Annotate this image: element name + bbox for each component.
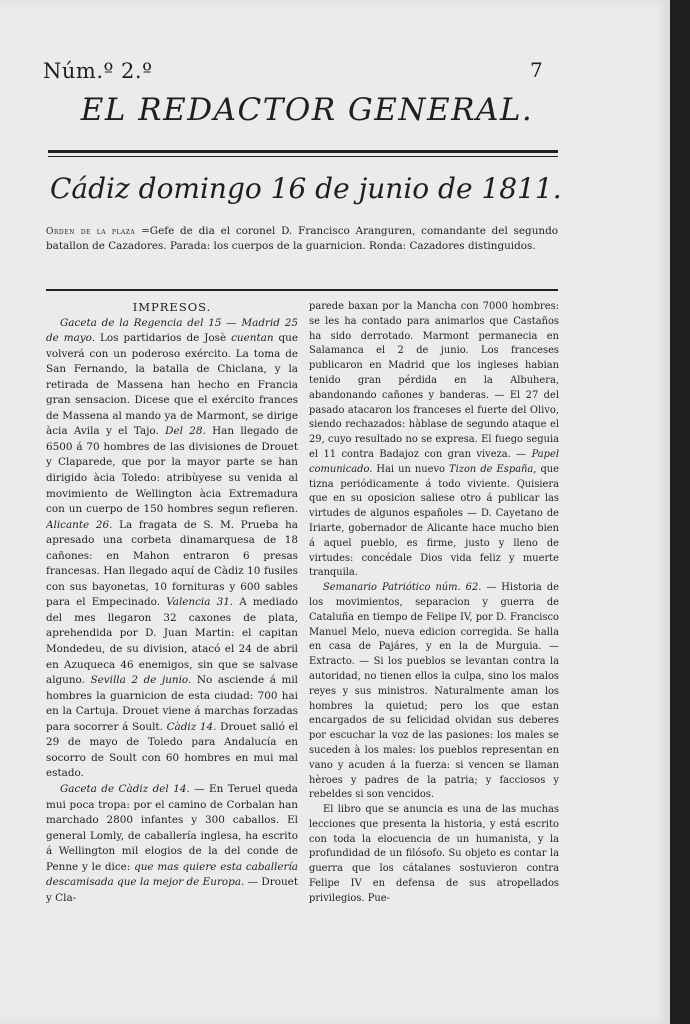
article-text: Drouet salió el 29 de mayo de Toledo para Andalucía en socorro de Soult con 60 hombres en mui mal estado. [46, 720, 298, 780]
article-title: Gaceta de Càdiz del 14. [60, 782, 190, 795]
article-dateline: Sevilla 2 de junio. [90, 674, 192, 687]
page-number: 7 [530, 58, 543, 82]
plaza-orders [46, 224, 558, 253]
page-edge [670, 0, 690, 1024]
masthead-rule [48, 150, 558, 157]
article-text: — Drouet y Cla- [46, 876, 298, 904]
article-title: Gaceta de la Regencia del 15 [60, 316, 222, 329]
orders-label: Orden de la plaza [46, 227, 136, 237]
article-text: Han llegado de 6500 á 70 hombres de las divisiones de Drouet y Claparede, que por la mayor parte se han dirigido àcia Toledo: atribùyese su venida al movimiento de Wellington àcia Extremadura con un cuerpo de 150 hombres segun refieren. [46, 425, 298, 516]
article-text: La fragata de S. M. Prueba ha apresado una corbeta dinamarquesa de 18 cañones: en Mahon entraron 6 presas francesas. Han llegado aquí de Càdiz 10 fusiles con sus bayonetas, 10 fornituras y 600 sables para el Empecinado. [46, 518, 298, 609]
article-title: Papel comunicado. [309, 448, 559, 475]
article-text: Hai un nuevo [372, 463, 450, 475]
article-continuation [309, 300, 559, 581]
article-dateline: Valencia 31. [166, 596, 234, 609]
article-text: — En Teruel queda mui poca tropa: por el camino de Corbalan han marchado 2800 infantes y 300 caballos. El general Lomly, de caballería inglesa, ha escrito á Wellington mil elogios de la del conde de Penne y le dice: [46, 782, 298, 873]
masthead-title: EL REDACTOR GENERAL. [80, 92, 534, 128]
article-text: que volverá con un poderoso exército. La toma de San Fernando, la batalla de Chiclana, y la retirada de Massena han hecho en Francia gran sensacion. Dicese que el exército frances de Massena al mando ya de Marmont, se dirige àcia Avila y el Tajo. [46, 332, 298, 438]
article-text: El libro que se anuncia es una de las muchas lecciones que presenta la historia, y está escrito con toda la elocuencia de un humanista, y la profundidad de un filósofo. Su objeto es contar la guerra que los cátalanes sostuvieron contra Felipe IV en defensa de sus atropellados privilegios. Pue- [309, 804, 559, 904]
article-quote: que mas quiere esta caballería descamisada que la mejor de Europa. [46, 860, 298, 889]
dateline: Cádiz domingo 16 de junio de 1811. [50, 172, 562, 205]
right-column [309, 300, 559, 912]
article-text: , que tizna periódicamente á todo viviente. Quisiera que en su oposicion saliese otro á publicar las virtudes de algunos españoles — D. Cayetano de Iriarte, gobernador de Alicante hace mucho bien á aquel pueblo, es firme, justo y lleno de virtudes: concédale Dios vida feliz y muerte tranquila. [309, 463, 559, 579]
section-rule [46, 289, 558, 291]
article-emphasis: Tizon de España [449, 463, 534, 475]
article-gaceta-regencia [46, 316, 298, 782]
article-dateline: Del 28. [165, 425, 206, 438]
article-semanario [309, 581, 559, 803]
article-text: Los partidarios de Josè [95, 332, 232, 345]
article-dateline: Madrid 25 de mayo. [46, 316, 298, 345]
article-text: A mediado del mes llegaron 32 caxones de plata, aprehendida por D. Juan Martin: el capitan Mondedeu, de su division, atacó el 24 de abril en Azuqueca 46 enemigos, sin que se salvase alguno. [46, 596, 298, 687]
article-commentary [309, 803, 559, 907]
article-text: — [221, 316, 242, 329]
article-emphasis: cuentan [231, 332, 274, 345]
article-text: No asciende á mil hombres la guarnicion de esta ciudad: 700 hai en la Cartuja. Drouet viene á marchas forzadas para socorrer á Soult. [46, 674, 298, 733]
article-gaceta-cadiz [46, 782, 298, 906]
article-dateline: Alicante 26. [46, 518, 113, 531]
section-heading-impresos: IMPRESOS. [132, 300, 212, 314]
orders-text: =Gefe de dia el coronel D. Francisco Aranguren, comandante del segundo batallon de Cazadores. Parada: los cuerpos de la guarnicion. Ronda: Cazadores distinguidos. [46, 225, 558, 252]
article-title: Semanario Patriótico núm. 62. [323, 582, 482, 594]
article-dateline: Càdiz 14. [166, 720, 217, 733]
left-column [46, 300, 298, 912]
issue-number: Núm.º 2.º [43, 59, 153, 83]
article-text: — Historia de los movimientos, separacion y guerra de Cataluña en tiempo de Felipe IV, por D. Francisco Manuel Melo, nueva edicion corregida. Se halla en casa de Pajáres, y en la de Murguia. — Extracto. — Si los pueblos se levantan contra la autoridad, no tienen ellos la culpa, sino los malos reyes y sus ministros. Naturalmente aman los hombres la quietud; pero los que estan encargados de su felicidad olvidan sus deberes por escuchar la voz de las pasiones: los males se suceden à los males: los pueblos representan en vano y acuden á la fuerza: si vencen se llaman hèroes y padres de la patria; y facciosos y rebeldes si son vencidos. [309, 582, 559, 801]
article-text: parede baxan por la Mancha con 7000 hombres: se les ha contado para animarlos que Castaños ha sido derrotado. Marmont permanecia en Salamanca el 2 de junio. Los franceses publicaron en Madrid que los ingleses habian tenido gran pérdida en la Albuhera, abandonando cañones y banderas. — El 27 del pasado atacaron los franceses el fuerte del Olivo, siendo rechazados: hàblase de segundo ataque el 29, cuyo resultado no se expresa. El fuego seguia el 11 contra Badajoz con gran viveza. — [309, 301, 559, 460]
